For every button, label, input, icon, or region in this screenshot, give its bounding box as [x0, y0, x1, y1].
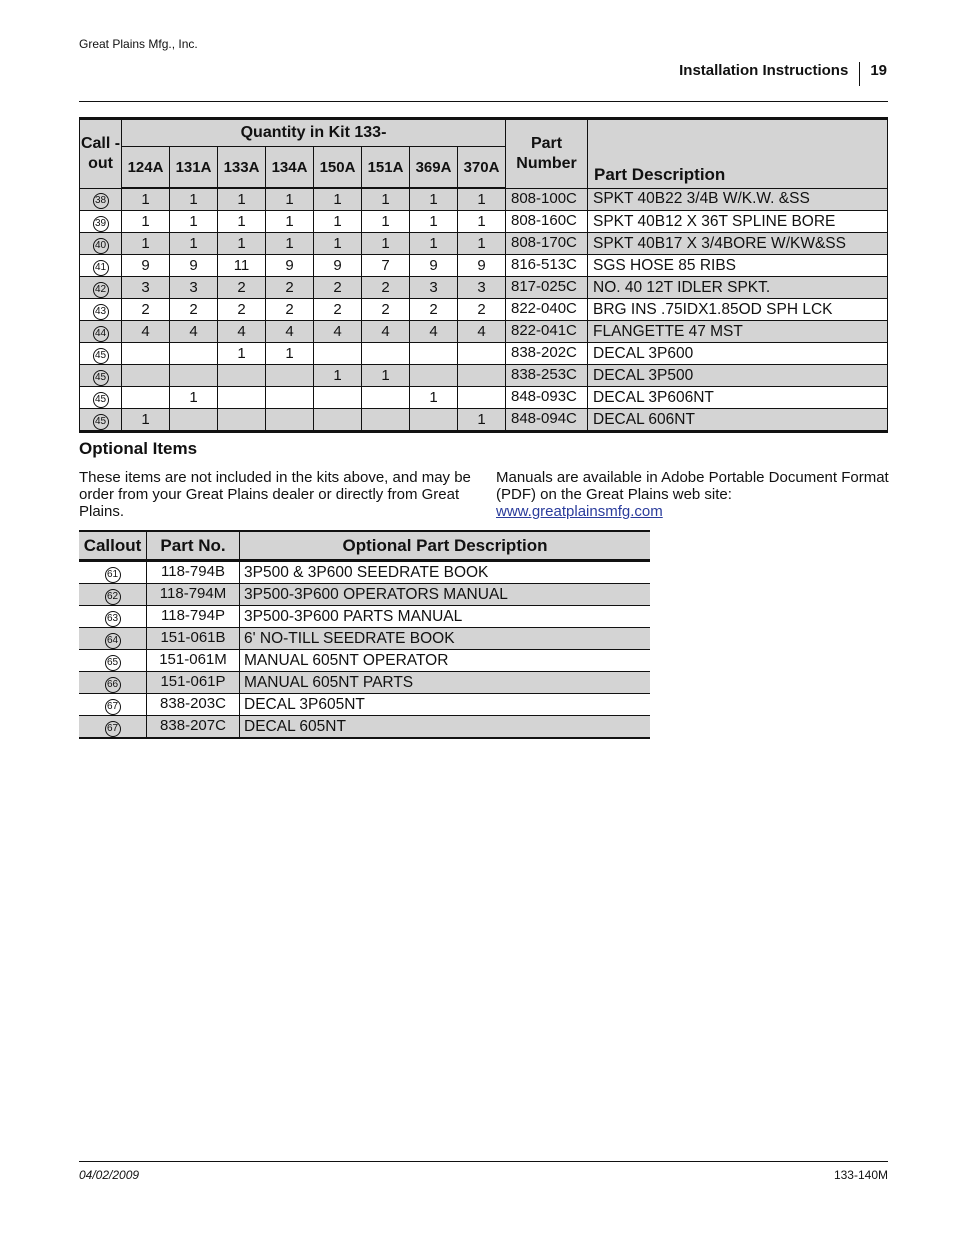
table-row	[80, 255, 888, 277]
part-description-cell: SGS HOSE 85 RIBS	[588, 255, 888, 277]
kit-column-header: 151A	[362, 147, 410, 189]
callout-cell	[80, 188, 122, 211]
table-row	[79, 584, 650, 606]
quantity-cell: 1	[362, 211, 410, 233]
quantity-cell: 4	[266, 321, 314, 343]
part-number-cell: 838-207C	[147, 716, 240, 739]
part-description-cell: 3P500 & 3P600 SEEDRATE BOOK	[240, 561, 651, 584]
part-description-cell: 6' NO-TILL SEEDRATE BOOK	[240, 628, 651, 650]
callout-number: 43	[93, 304, 109, 320]
quantity-cell	[218, 409, 266, 432]
kit-column-header: 131A	[170, 147, 218, 189]
quantity-cell: 3	[122, 277, 170, 299]
header-divider	[859, 62, 860, 86]
callout-number: 65	[105, 655, 121, 671]
quantity-cell	[410, 409, 458, 432]
part-number-cell: 848-094C	[506, 409, 588, 432]
callout-cell	[80, 321, 122, 343]
callout-number: 45	[93, 414, 109, 430]
quantity-cell: 1	[410, 233, 458, 255]
callout-number: 39	[93, 216, 109, 232]
part-number-cell: 822-040C	[506, 299, 588, 321]
quantity-cell: 9	[410, 255, 458, 277]
quantity-cell: 1	[122, 233, 170, 255]
callout-number: 45	[93, 370, 109, 386]
part-number-cell: 817-025C	[506, 277, 588, 299]
quantity-cell: 4	[410, 321, 458, 343]
part-number-cell: 848-093C	[506, 387, 588, 409]
callout-header: Call -out	[80, 119, 122, 189]
part-description-cell: DECAL 3P500	[588, 365, 888, 387]
table-row	[79, 628, 650, 650]
callout-cell	[79, 606, 147, 628]
quantity-cell: 1	[266, 343, 314, 365]
quantity-cell: 1	[170, 387, 218, 409]
quantity-cell	[362, 387, 410, 409]
table-row	[79, 716, 650, 739]
quantity-cell: 1	[170, 233, 218, 255]
quantity-cell: 1	[314, 365, 362, 387]
quantity-cell: 9	[458, 255, 506, 277]
part-number-cell: 808-100C	[506, 188, 588, 211]
quantity-cell: 1	[266, 233, 314, 255]
quantity-cell: 1	[362, 365, 410, 387]
quantity-cell: 2	[362, 277, 410, 299]
callout-cell	[79, 672, 147, 694]
part-description-cell: DECAL 606NT	[588, 409, 888, 432]
quantity-cell: 4	[458, 321, 506, 343]
quantity-cell	[266, 409, 314, 432]
quantity-cell: 1	[122, 409, 170, 432]
part-description-cell: MANUAL 605NT OPERATOR	[240, 650, 651, 672]
opt-callout-header: Callout	[79, 531, 147, 561]
quantity-cell	[314, 409, 362, 432]
quantity-cell: 3	[410, 277, 458, 299]
callout-number: 41	[93, 260, 109, 276]
part-description-cell: DECAL 3P606NT	[588, 387, 888, 409]
part-number-cell: 808-170C	[506, 233, 588, 255]
section-title: Installation Instructions	[679, 61, 849, 79]
quantity-cell	[122, 343, 170, 365]
quantity-cell: 1	[362, 188, 410, 211]
part-number-cell: 838-202C	[506, 343, 588, 365]
quantity-cell	[458, 343, 506, 365]
callout-cell	[80, 343, 122, 365]
quantity-cell: 9	[170, 255, 218, 277]
quantity-cell: 1	[266, 211, 314, 233]
quantity-cell: 1	[218, 233, 266, 255]
part-number-cell: 816-513C	[506, 255, 588, 277]
part-description-cell: DECAL 605NT	[240, 716, 651, 739]
quantity-cell	[122, 365, 170, 387]
part-number-cell: 838-203C	[147, 694, 240, 716]
company-name: Great Plains Mfg., Inc.	[79, 37, 198, 51]
quantity-cell: 1	[314, 233, 362, 255]
page-number: 19	[870, 61, 887, 79]
part-number-cell: 808-160C	[506, 211, 588, 233]
manuals-note-text: Manuals are available in Adobe Portable Document Format (PDF) on the Great Plains web site:	[496, 469, 889, 503]
part-number-cell: 822-041C	[506, 321, 588, 343]
kit-column-header: 134A	[266, 147, 314, 189]
quantity-cell	[362, 409, 410, 432]
footer-rule	[79, 1161, 888, 1162]
callout-number: 45	[93, 348, 109, 364]
table-row	[80, 188, 888, 211]
quantity-cell	[410, 365, 458, 387]
quantity-cell: 1	[410, 211, 458, 233]
optional-note: These items are not included in the kits above, and may be order from your Great Plains dealer or directly from Great Plains.	[79, 469, 471, 520]
quantity-cell: 9	[314, 255, 362, 277]
quantity-cell: 1	[218, 343, 266, 365]
quantity-cell: 1	[458, 188, 506, 211]
callout-number: 42	[93, 282, 109, 298]
table-row	[79, 672, 650, 694]
quantity-cell	[218, 387, 266, 409]
quantity-cell: 7	[362, 255, 410, 277]
callout-number: 67	[105, 699, 121, 715]
callout-number: 44	[93, 326, 109, 342]
quantity-cell: 1	[458, 233, 506, 255]
quantity-cell	[170, 343, 218, 365]
part-description-header: Part Description	[588, 119, 888, 189]
table-row	[80, 387, 888, 409]
callout-cell	[79, 628, 147, 650]
kit-column-header: 133A	[218, 147, 266, 189]
part-description-cell: MANUAL 605NT PARTS	[240, 672, 651, 694]
quantity-cell: 1	[458, 211, 506, 233]
part-description-cell: FLANGETTE 47 MST	[588, 321, 888, 343]
part-number-header: Part Number	[506, 119, 588, 189]
page-header	[679, 58, 887, 82]
quantity-cell: 1	[170, 211, 218, 233]
part-description-cell: DECAL 3P605NT	[240, 694, 651, 716]
callout-cell	[79, 716, 147, 739]
callout-cell	[80, 299, 122, 321]
quantity-cell: 1	[362, 233, 410, 255]
part-number-cell: 151-061B	[147, 628, 240, 650]
part-number-cell: 151-061M	[147, 650, 240, 672]
quantity-cell	[410, 343, 458, 365]
footer-doc-number: 133-140M	[833, 1168, 888, 1182]
callout-number: 62	[105, 589, 121, 605]
quantity-cell: 1	[458, 409, 506, 432]
quantity-cell: 1	[410, 387, 458, 409]
part-number-cell: 118-794M	[147, 584, 240, 606]
part-number-cell: 118-794P	[147, 606, 240, 628]
quantity-cell: 9	[266, 255, 314, 277]
quantity-cell: 2	[410, 299, 458, 321]
callout-number: 40	[93, 238, 109, 254]
quantity-cell: 4	[122, 321, 170, 343]
part-description-cell: 3P500-3P600 OPERATORS MANUAL	[240, 584, 651, 606]
part-description-cell: SPKT 40B12 X 36T SPLINE BORE	[588, 211, 888, 233]
quantity-cell: 2	[362, 299, 410, 321]
part-description-cell: 3P500-3P600 PARTS MANUAL	[240, 606, 651, 628]
table-row	[80, 365, 888, 387]
callout-number: 67	[105, 721, 121, 737]
header-rule	[79, 101, 888, 102]
quantity-cell: 4	[362, 321, 410, 343]
table-row	[79, 694, 650, 716]
table-row	[79, 606, 650, 628]
kit-column-header: 369A	[410, 147, 458, 189]
quantity-cell	[314, 343, 362, 365]
callout-cell	[79, 694, 147, 716]
callout-cell	[80, 365, 122, 387]
quantity-cell	[266, 365, 314, 387]
opt-description-header: Optional Part Description	[240, 531, 651, 561]
optional-items-title: Optional Items	[79, 439, 198, 458]
quantity-cell: 9	[122, 255, 170, 277]
quantity-cell: 2	[266, 299, 314, 321]
quantity-cell: 2	[170, 299, 218, 321]
callout-number: 61	[105, 567, 121, 583]
part-description-cell: SPKT 40B22 3/4B W/K.W. &SS	[588, 188, 888, 211]
kit-column-header: 124A	[122, 147, 170, 189]
quantity-cell: 4	[218, 321, 266, 343]
part-description-cell: BRG INS .75IDX1.85OD SPH LCK	[588, 299, 888, 321]
quantity-cell: 3	[170, 277, 218, 299]
part-description-cell: DECAL 3P600	[588, 343, 888, 365]
callout-cell	[79, 584, 147, 606]
table-row	[80, 233, 888, 255]
table-row	[80, 343, 888, 365]
quantity-cell: 1	[266, 188, 314, 211]
quantity-cell	[266, 387, 314, 409]
quantity-cell: 4	[314, 321, 362, 343]
callout-cell	[80, 277, 122, 299]
quantity-cell	[362, 343, 410, 365]
callout-number: 45	[93, 392, 109, 408]
quantity-cell: 1	[170, 188, 218, 211]
quantity-cell: 1	[314, 188, 362, 211]
quantity-cell	[170, 409, 218, 432]
opt-part-no-header: Part No.	[147, 531, 240, 561]
kit-column-header: 370A	[458, 147, 506, 189]
quantity-cell: 11	[218, 255, 266, 277]
part-number-cell: 838-253C	[506, 365, 588, 387]
table-row	[80, 211, 888, 233]
quantity-header: Quantity in Kit 133-	[122, 119, 506, 147]
website-link[interactable]: www.greatplainsmfg.com	[496, 503, 663, 520]
callout-number: 63	[105, 611, 121, 627]
part-number-cell: 151-061P	[147, 672, 240, 694]
table-row	[80, 409, 888, 432]
quantity-cell: 1	[218, 188, 266, 211]
kit-column-header: 150A	[314, 147, 362, 189]
quantity-cell: 2	[266, 277, 314, 299]
quantity-cell: 1	[122, 188, 170, 211]
callout-number: 66	[105, 677, 121, 693]
quantity-cell: 3	[458, 277, 506, 299]
quantity-cell: 4	[170, 321, 218, 343]
quantity-cell: 2	[314, 299, 362, 321]
table-row	[80, 321, 888, 343]
callout-cell	[80, 211, 122, 233]
quantity-cell	[314, 387, 362, 409]
optional-parts-table	[79, 530, 650, 739]
quantity-cell	[170, 365, 218, 387]
manuals-note	[496, 469, 891, 520]
quantity-cell: 2	[314, 277, 362, 299]
callout-cell	[80, 409, 122, 432]
quantity-cell: 1	[314, 211, 362, 233]
quantity-cell: 2	[218, 277, 266, 299]
callout-cell	[79, 561, 147, 584]
quantity-cell: 2	[218, 299, 266, 321]
callout-cell	[80, 387, 122, 409]
callout-number: 38	[93, 193, 109, 209]
quantity-cell	[458, 387, 506, 409]
quantity-cell	[458, 365, 506, 387]
quantity-cell: 1	[218, 211, 266, 233]
callout-cell	[80, 255, 122, 277]
part-description-cell: SPKT 40B17 X 3/4BORE W/KW&SS	[588, 233, 888, 255]
quantity-cell: 1	[122, 211, 170, 233]
table-row	[79, 650, 650, 672]
table-row	[80, 299, 888, 321]
part-description-cell: NO. 40 12T IDLER SPKT.	[588, 277, 888, 299]
quantity-cell: 2	[458, 299, 506, 321]
footer-date: 04/02/2009	[79, 1168, 140, 1182]
quantity-cell: 2	[122, 299, 170, 321]
callout-cell	[80, 233, 122, 255]
quantity-cell	[218, 365, 266, 387]
table-row	[79, 561, 650, 584]
callout-number: 64	[105, 633, 121, 649]
callout-cell	[79, 650, 147, 672]
quantity-cell	[122, 387, 170, 409]
quantity-cell: 1	[410, 188, 458, 211]
table-row	[80, 277, 888, 299]
kit-quantity-table	[79, 117, 888, 433]
part-number-cell: 118-794B	[147, 561, 240, 584]
